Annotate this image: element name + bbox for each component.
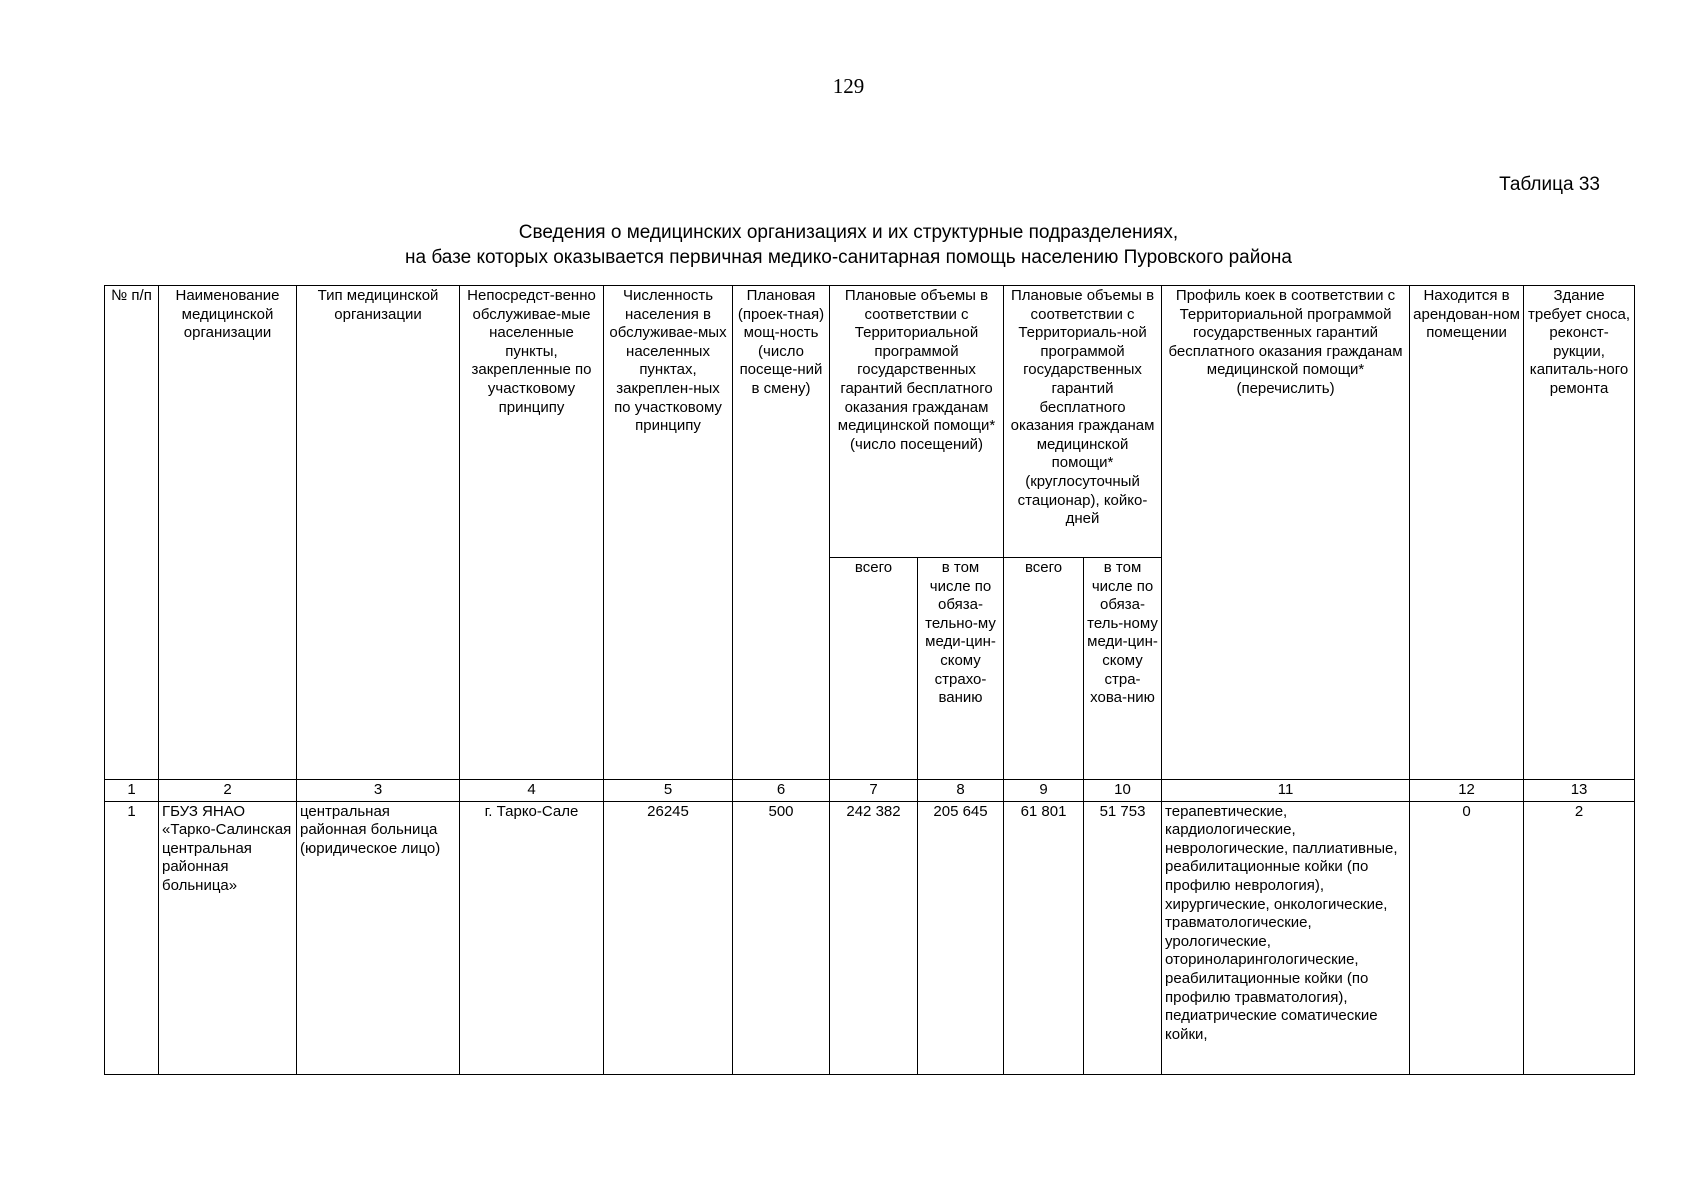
org-name-cell: ГБУЗ ЯНАО «Тарко-Салинская центральная районная больница» (159, 801, 297, 1074)
capacity-cell: 500 (733, 801, 830, 1074)
header-planned-beddays: Плановые объемы в соответствии с Территориаль-ной программой государственных гарантий бесплатного оказания гражданам медицинской помощи* (круглосуточный стационар), койко-дней (1004, 286, 1162, 558)
table-label: Таблица 33 (1499, 174, 1600, 195)
header-visits-oms: в том числе по обяза-тельно-му меди-цин-скому страхо-ванию (918, 558, 1004, 780)
column-number: 4 (460, 780, 604, 802)
page-number: 129 (832, 74, 865, 98)
title-line-2: на базе которых оказывается первичная медико-санитарная помощь населению Пуровского района (405, 247, 1292, 268)
column-number: 11 (1162, 780, 1410, 802)
beddays-total-cell: 61 801 (1004, 801, 1084, 1074)
column-number: 8 (918, 780, 1004, 802)
medical-organizations-table (104, 285, 1635, 1075)
header-population: Численность населения в обслуживае-мых населенных пунктах, закреплен-ных по участковому принципу (604, 286, 733, 780)
settlements-cell: г. Тарко-Сале (460, 801, 604, 1074)
column-number: 1 (105, 780, 159, 802)
column-number: 7 (830, 780, 918, 802)
header-rented: Находится в арендован-ном помещении (1410, 286, 1524, 780)
column-number: 6 (733, 780, 830, 802)
header-planned-visits: Плановые объемы в соответствии с Территориальной программой государственных гарантий бесплатного оказания гражданам медицинской помощи* (число посещений) (830, 286, 1004, 558)
header-visits-total: всего (830, 558, 918, 780)
population-cell: 26245 (604, 801, 733, 1074)
visits-total-cell: 242 382 (830, 801, 918, 1074)
header-bed-profiles: Профиль коек в соответствии с Территориальной программой государственных гарантий бесплатного оказания гражданам медицинской помощи* (перечислить) (1162, 286, 1410, 780)
column-numbers-row (105, 780, 1635, 802)
row-number: 1 (105, 801, 159, 1074)
header-org-name: Наименование медицинской организации (159, 286, 297, 780)
title-line-1: Сведения о медицинских организациях и их структурные подразделениях, (518, 222, 1179, 243)
header-beddays-total: всего (1004, 558, 1084, 780)
header-capacity: Плановая (проек-тная) мощ-ность (число посеще-ний в смену) (733, 286, 830, 780)
org-type-cell: центральная районная больница (юридическое лицо) (297, 801, 460, 1074)
table-row (105, 801, 1635, 1074)
column-number: 9 (1004, 780, 1084, 802)
column-number: 2 (159, 780, 297, 802)
document-title (0, 220, 1697, 270)
header-org-type: Тип медицинской организации (297, 286, 460, 780)
column-number: 13 (1524, 780, 1635, 802)
column-number: 12 (1410, 780, 1524, 802)
needs-repair-cell: 2 (1524, 801, 1635, 1074)
rented-cell: 0 (1410, 801, 1524, 1074)
visits-oms-cell: 205 645 (918, 801, 1004, 1074)
bed-profiles-cell: терапевтические, кардиологические, неврологические, паллиативные, реабилитационные койки (по профилю неврология), хирургические, онкологические, травматологические, урологические, оториноларингологические, реабилитационные койки (по профилю травматология), педиатрические соматические койки, (1162, 801, 1410, 1074)
header-needs-repair: Здание требует сноса, реконст-рукции, капиталь-ного ремонта (1524, 286, 1635, 780)
header-settlements: Непосредст-венно обслуживае-мые населенные пункты, закрепленные по участковому принципу (460, 286, 604, 780)
header-number: № п/п (105, 286, 159, 780)
column-number: 5 (604, 780, 733, 802)
header-beddays-oms: в том числе по обяза-тель-ному меди-цин-скому стра-хова-нию (1084, 558, 1162, 780)
beddays-oms-cell: 51 753 (1084, 801, 1162, 1074)
column-number: 10 (1084, 780, 1162, 802)
column-number: 3 (297, 780, 460, 802)
